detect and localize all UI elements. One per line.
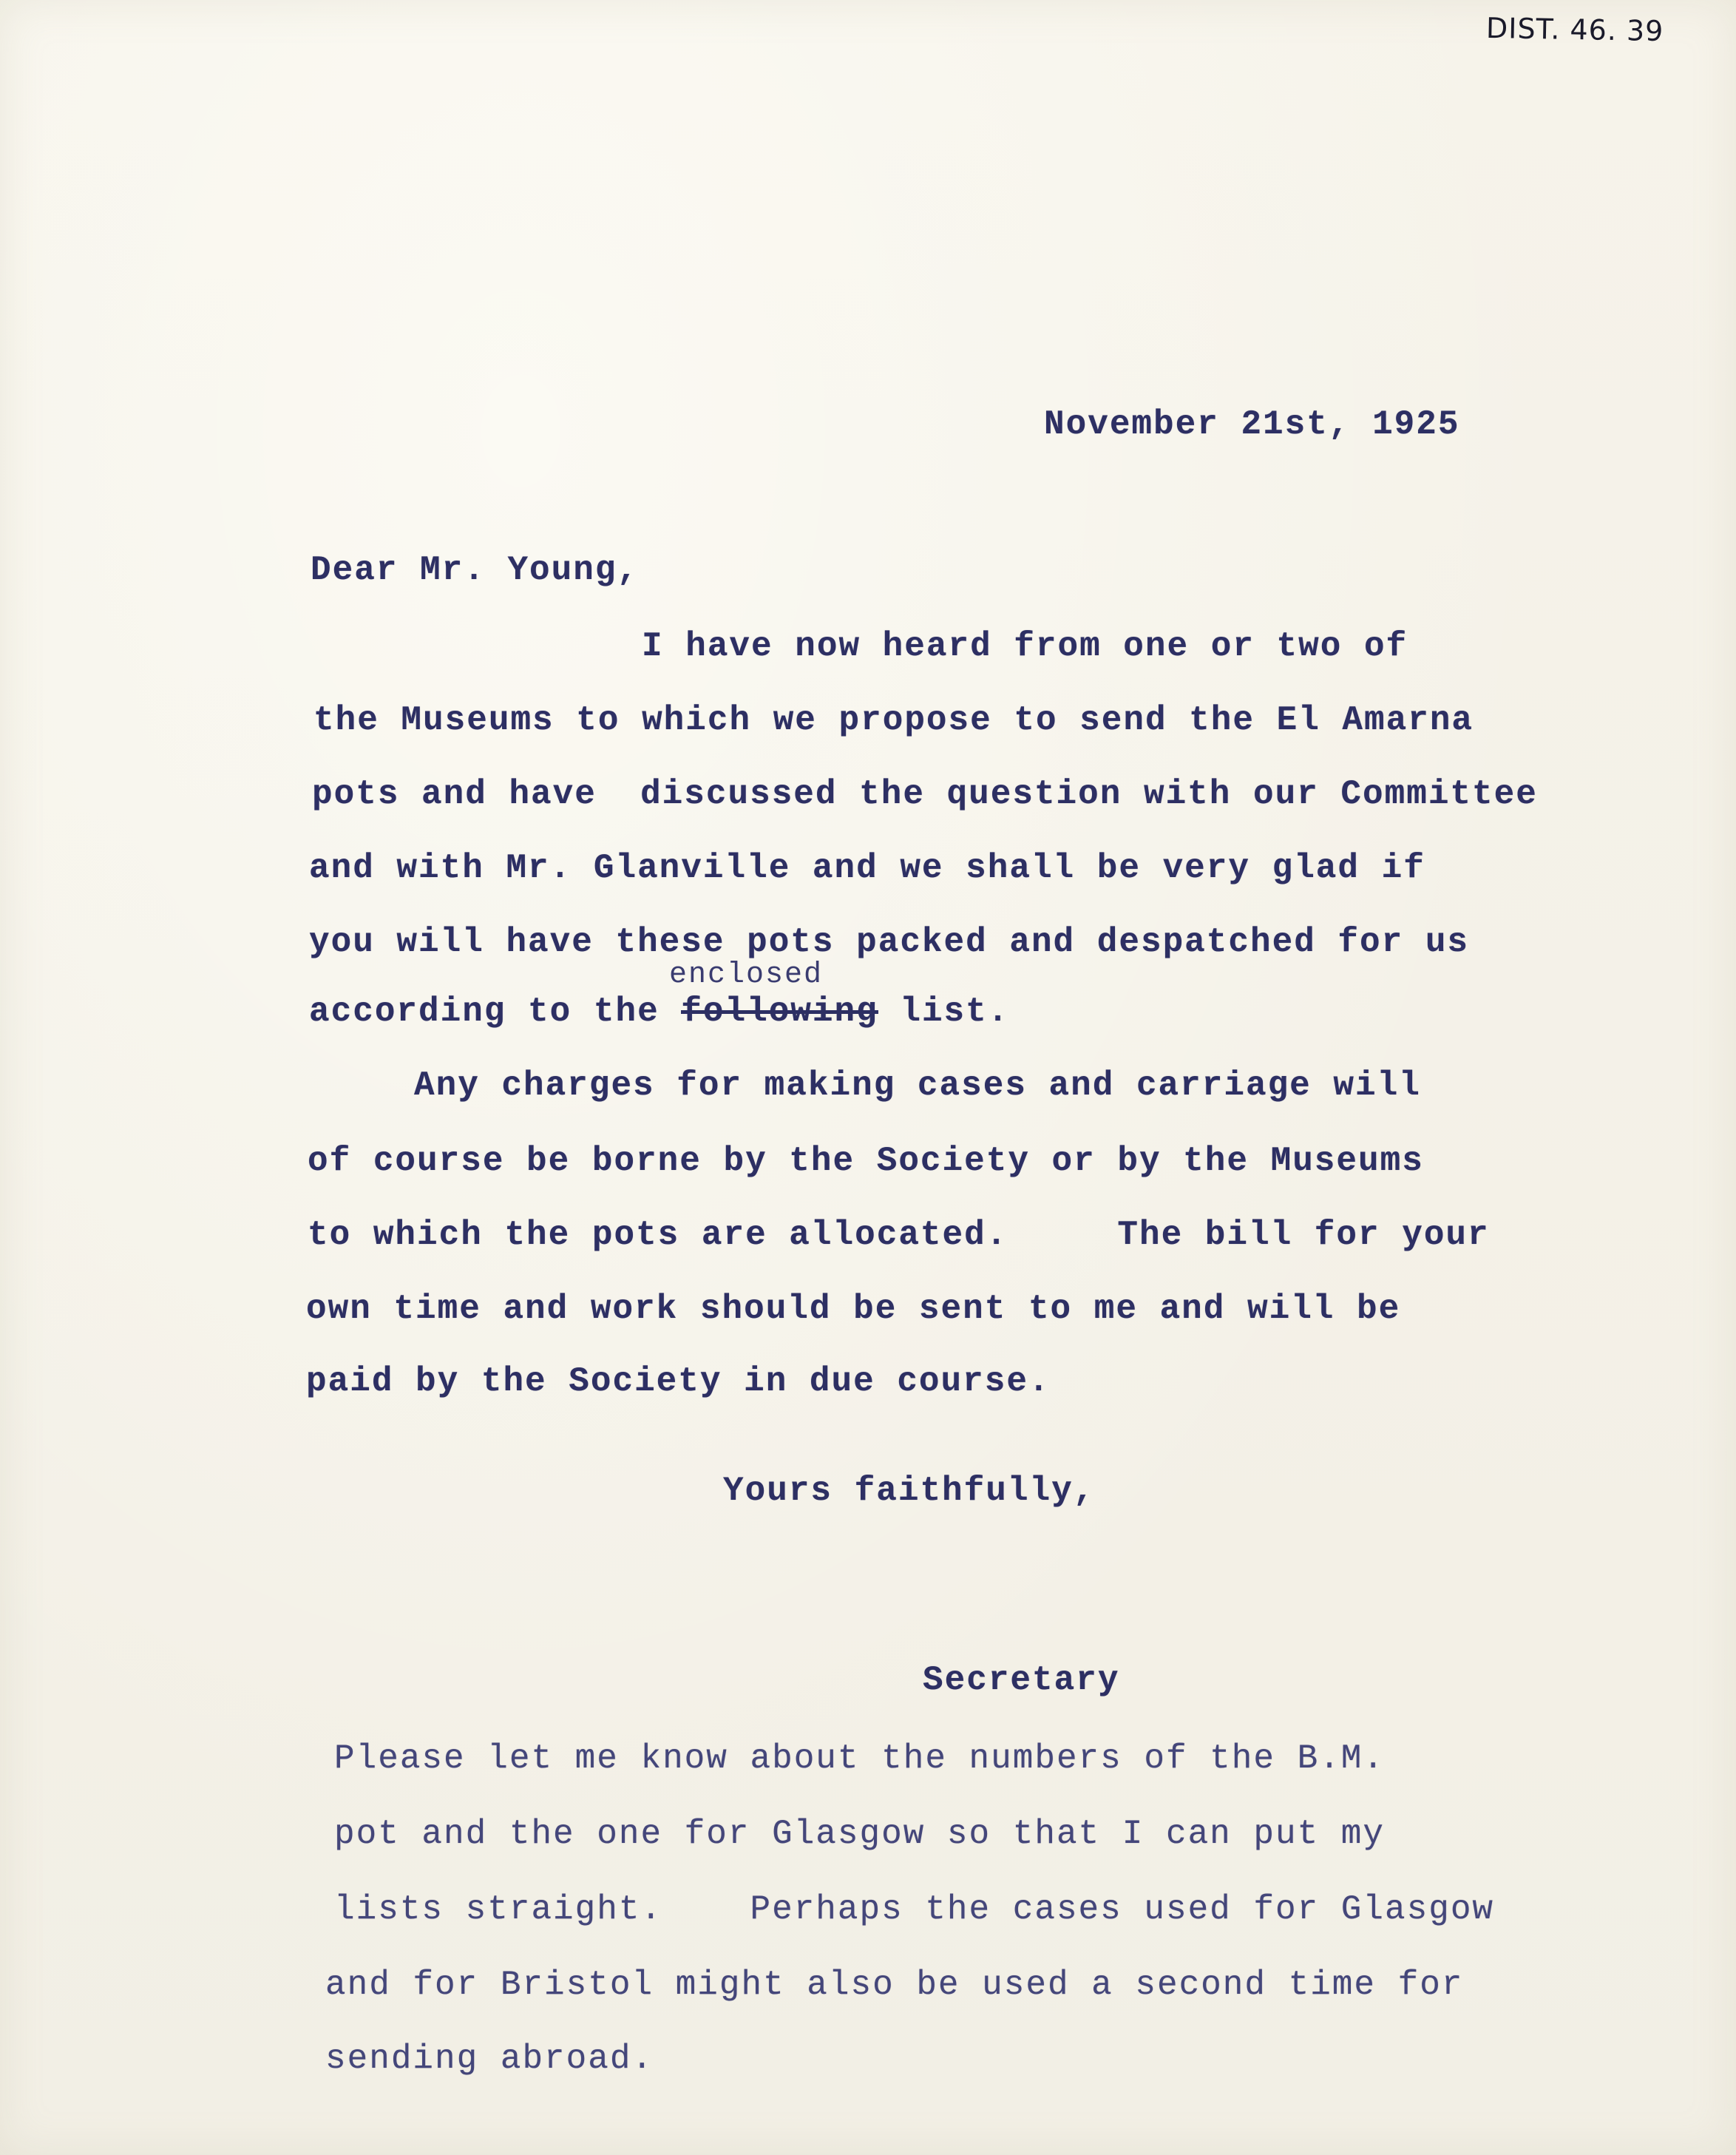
salutation: Dear Mr. Young, bbox=[311, 551, 640, 589]
para1-line-4: and with Mr. Glanville and we shall be very glad if bbox=[309, 849, 1425, 887]
para1-line-1: I have now heard from one or two of bbox=[642, 627, 1408, 666]
para1-line-3: pots and have discussed the question with our Committee bbox=[312, 775, 1538, 813]
letter-date: November 21st, 1925 bbox=[1044, 405, 1460, 444]
para1-line-6-suffix: list. bbox=[878, 992, 1010, 1031]
inserted-word: enclosed bbox=[669, 958, 824, 992]
para1-line-2: the Museums to which we propose to send the El Amarna bbox=[313, 701, 1474, 740]
para2-line-4: own time and work should be sent to me and will be bbox=[306, 1290, 1401, 1328]
archive-mark: DIST. 46. 39 bbox=[1485, 11, 1664, 48]
postscript-line-4: and for Bristol might also be used a second time for bbox=[325, 1966, 1464, 2004]
para1-line-5: you will have these pots packed and despatched for us bbox=[309, 923, 1470, 961]
postscript-line-5: sending abroad. bbox=[325, 2040, 654, 2078]
para2-line-3: to which the pots are allocated. The bill for your bbox=[308, 1216, 1490, 1254]
postscript-line-3: lists straight. Perhaps the cases used for Glasgow bbox=[334, 1890, 1495, 1929]
para1-line-6 bbox=[309, 992, 1009, 1031]
para1-line-6-prefix: according to the bbox=[309, 992, 682, 1031]
postscript-line-1: Please let me know about the numbers of the B.M. bbox=[334, 1739, 1386, 1778]
postscript-line-2: pot and the one for Glasgow so that I can put my bbox=[334, 1815, 1386, 1853]
para2-line-1: Any charges for making cases and carriage will bbox=[414, 1066, 1421, 1105]
para2-line-2: of course be borne by the Society or by the Museums bbox=[308, 1142, 1424, 1180]
closing: Yours faithfully, bbox=[723, 1472, 1096, 1510]
para2-line-5: paid by the Society in due course. bbox=[306, 1362, 1051, 1401]
signature-title: Secretary bbox=[923, 1661, 1120, 1699]
struck-word: following bbox=[681, 992, 878, 1031]
